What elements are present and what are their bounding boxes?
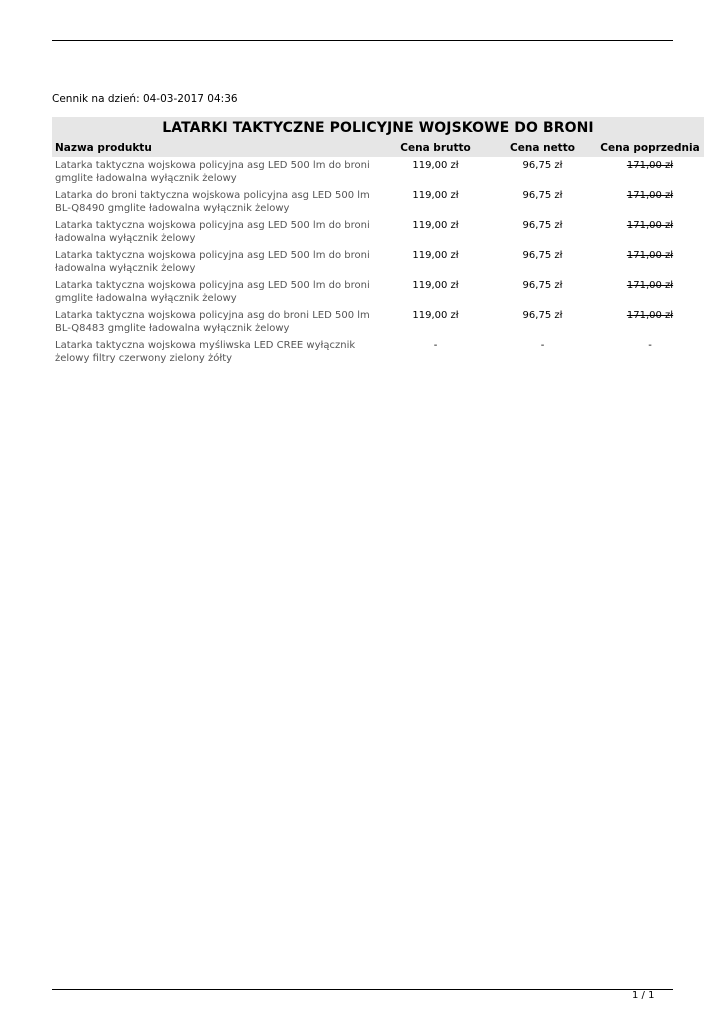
price-gross: 119,00 zł	[412, 250, 459, 261]
price-previous: 171,00 zł	[626, 310, 674, 321]
price-previous: 171,00 zł	[626, 250, 674, 261]
price-previous: 171,00 zł	[626, 220, 674, 231]
price-net: -	[540, 340, 545, 351]
table-title: LATARKI TAKTYCZNE POLICYJNE WOJSKOWE DO BRONI	[52, 117, 704, 139]
price-previous: 171,00 zł	[626, 160, 674, 171]
column-header-previous: Cena poprzednia	[600, 142, 700, 154]
column-header-gross: Cena brutto	[400, 142, 471, 154]
bottom-rule	[52, 989, 673, 990]
price-gross: 119,00 zł	[412, 310, 459, 321]
price-gross: 119,00 zł	[412, 220, 459, 231]
page-number: 1 / 1	[632, 990, 655, 1001]
price-net: 96,75 zł	[522, 250, 563, 261]
table-row	[52, 187, 704, 217]
price-list-date: Cennik na dzień: 04-03-2017 04:36	[52, 93, 238, 105]
table-row	[52, 247, 704, 277]
product-name: Latarka taktyczna wojskowa myśliwska LED CREE wyłącznik żelowy filtry czerwony zielony żółty	[55, 340, 356, 364]
price-table	[52, 117, 704, 367]
column-header-net: Cena netto	[510, 142, 575, 154]
table-row	[52, 157, 704, 187]
column-header-name: Nazwa produktu	[55, 142, 152, 154]
top-rule	[52, 40, 673, 41]
price-gross: 119,00 zł	[412, 160, 459, 171]
price-previous: 171,00 zł	[626, 280, 674, 291]
product-name: Latarka taktyczna wojskowa policyjna asg do broni LED 500 lm BL-Q8483 gmglite ładowalna wyłącznik żelowy	[55, 310, 370, 334]
table-row	[52, 337, 704, 367]
product-name: Latarka taktyczna wojskowa policyjna asg LED 500 lm do broni gmglite ładowalna wyłącznik żelowy	[55, 160, 370, 184]
price-gross: -	[433, 340, 438, 351]
price-net: 96,75 zł	[522, 160, 563, 171]
price-net: 96,75 zł	[522, 280, 563, 291]
product-name: Latarka taktyczna wojskowa policyjna asg LED 500 lm do broni gmglite ładowalna wyłącznik żelowy	[55, 280, 370, 304]
price-gross: 119,00 zł	[412, 190, 459, 201]
price-net: 96,75 zł	[522, 220, 563, 231]
product-name: Latarka do broni taktyczna wojskowa policyjna asg LED 500 lm BL-Q8490 gmglite ładowalna wyłącznik żelowy	[55, 190, 370, 214]
product-name: Latarka taktyczna wojskowa policyjna asg LED 500 lm do broni ładowalna wyłącznik żelowy	[55, 220, 370, 244]
price-net: 96,75 zł	[522, 190, 563, 201]
table-header-row	[52, 139, 704, 157]
table-row	[52, 307, 704, 337]
table-row	[52, 277, 704, 307]
price-previous: -	[648, 340, 652, 351]
table-row	[52, 217, 704, 247]
price-gross: 119,00 zł	[412, 280, 459, 291]
price-net: 96,75 zł	[522, 310, 563, 321]
product-name: Latarka taktyczna wojskowa policyjna asg LED 500 lm do broni ładowalna wyłącznik żelowy	[55, 250, 370, 274]
price-previous: 171,00 zł	[626, 190, 674, 201]
